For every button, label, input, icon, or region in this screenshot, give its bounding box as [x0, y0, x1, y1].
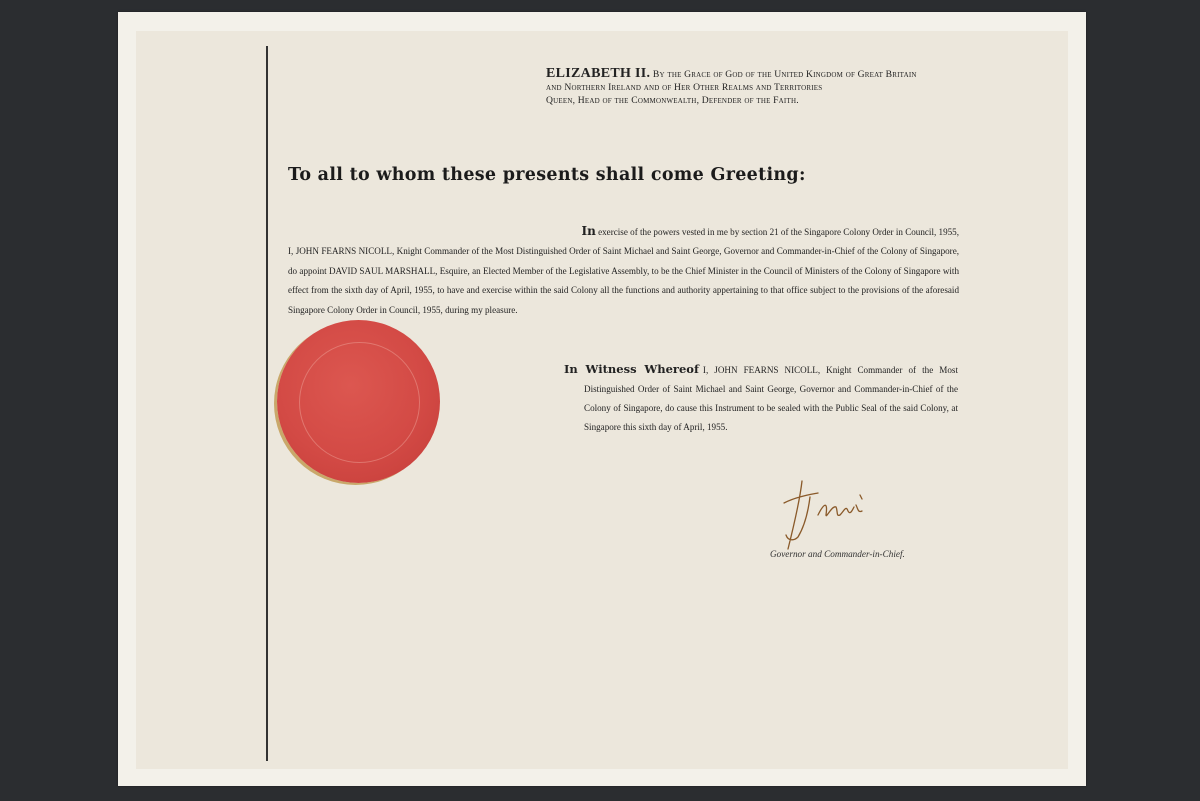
witness-lead: In Witness Whereof — [564, 362, 699, 376]
seal-emboss-ring — [299, 342, 420, 463]
witness-clause — [564, 360, 958, 437]
document-paper — [136, 31, 1068, 769]
royal-style-header — [546, 67, 976, 107]
red-wax-seal — [277, 320, 440, 483]
governor-signature — [774, 475, 884, 555]
signature-caption: Governor and Commander-in-Chief. — [770, 549, 905, 559]
body-first-line — [288, 222, 959, 242]
body-first-line-text: exercise of the powers vested in me by section 21 of the Singapore Colony Order in Council, 1955, — [595, 227, 959, 237]
greeting-heading: To all to whom these presents shall come Greeting: — [288, 165, 806, 185]
royal-title-line-1: By the Grace of God of the United Kingdom of Great Britain — [652, 69, 917, 80]
mount-board — [118, 12, 1086, 786]
appointment-body — [288, 222, 959, 320]
royal-title-line-2: and Northern Ireland and of Her Other Realms and Territories — [546, 82, 823, 93]
body-rest-text: I, JOHN FEARNS NICOLL, Knight Commander of the Most Distinguished Order of Saint Michael and Saint George, Governor and Commander-in-Chief of the Colony of Singapore, do appoint DAVID SAUL MARSHALL, Esquire, an Elected Member of the Legislative Assembly, to be the Chief Minister in the Council of Ministers of the Colony of Singapore with effect from the sixth day of April, 1955, to have and exercise within the said Colony all the functions and authority appertaining to that office subject to the provisions of the aforesaid Singapore Colony Order in Council, 1955, during my pleasure. — [288, 246, 959, 315]
margin-rule — [266, 46, 268, 761]
body-drop-word: In — [581, 224, 596, 238]
royal-title-line-3: Queen, Head of the Commonwealth, Defender of the Faith. — [546, 95, 799, 106]
monarch-name: ELIZABETH II. — [546, 66, 651, 81]
witness-text: I, JOHN FEARNS NICOLL, Knight Commander of the Most Distinguished Order of Saint Michael and Saint George, Governor and Commander-in-Chief of the Colony of Singapore, do cause this Instrument to be sealed with the Public Seal of the said Colony, at Singapore this sixth day of April, 1955. — [584, 365, 958, 432]
